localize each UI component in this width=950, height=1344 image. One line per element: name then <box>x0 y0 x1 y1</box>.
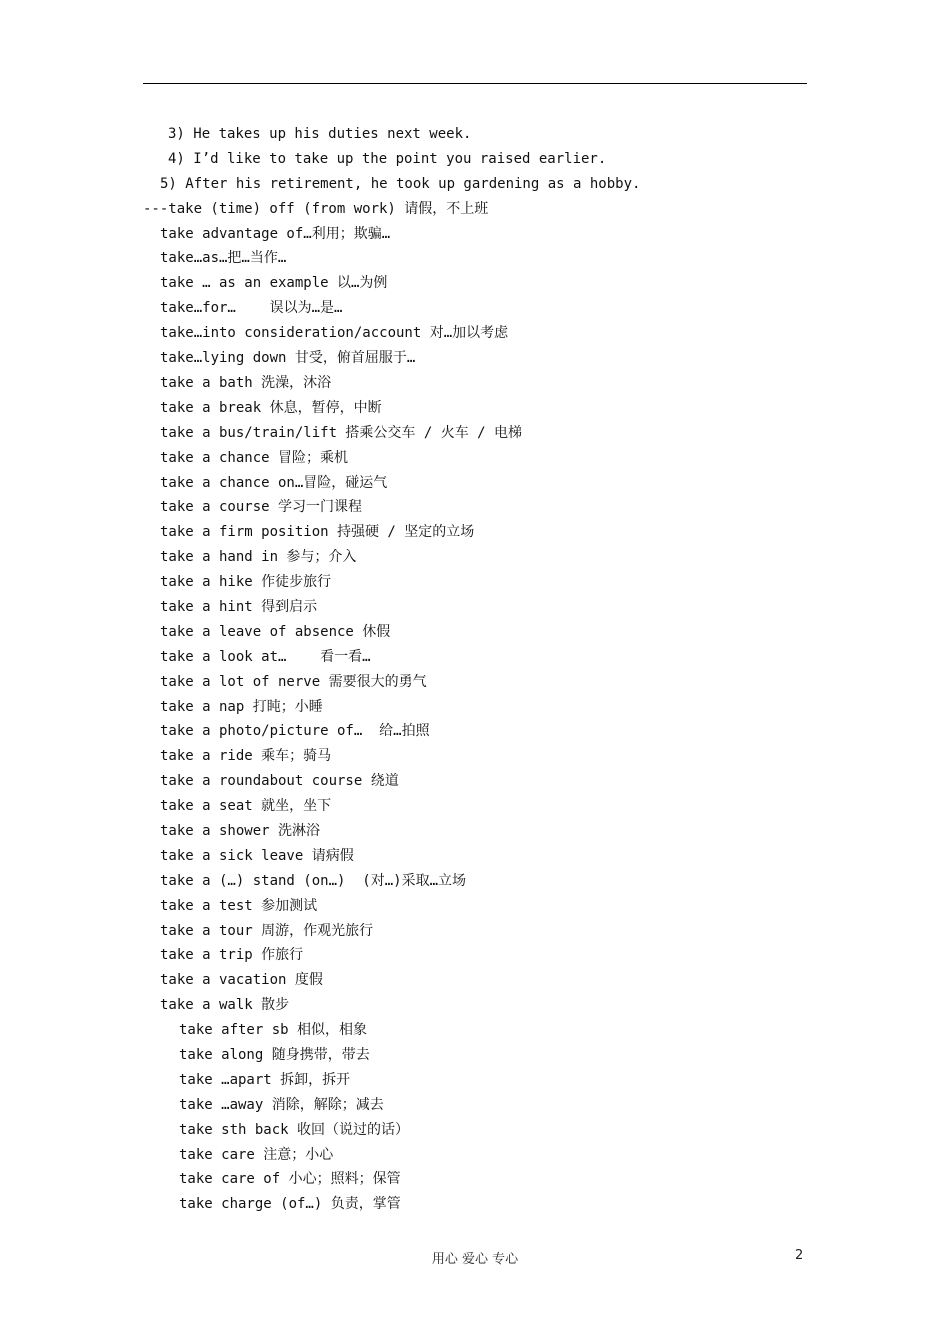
example-sentence-3: 3) He takes up his duties next week. <box>168 126 472 142</box>
phrase-line: take…lying down 甘受，俯首屈服于… <box>160 350 416 366</box>
phrase-line: take a course 学习一门课程 <box>160 499 363 515</box>
phrase-line: take…as…把…当作… <box>160 250 287 266</box>
phrase-line: take charge (of…) 负责，掌管 <box>179 1196 401 1212</box>
phrase-line: take sth back 收回（说过的话） <box>179 1122 410 1138</box>
phrase-line: take a seat 就坐，坐下 <box>160 798 332 814</box>
phrase-line: take a vacation 度假 <box>160 972 323 988</box>
phrase-line: take a bath 洗澡，沐浴 <box>160 375 332 391</box>
phrase-line: take…into consideration/account 对…加以考虑 <box>160 325 509 341</box>
phrase-line: take along 随身携带，带去 <box>179 1047 370 1063</box>
phrase-line: take a shower 洗淋浴 <box>160 823 321 839</box>
phrase-line: take a break 休息，暂停，中断 <box>160 400 382 416</box>
phrase-line: take a look at… 看一看… <box>160 649 371 665</box>
header-rule <box>143 83 807 84</box>
phrase-line: take …away 消除，解除；减去 <box>179 1097 384 1113</box>
phrase-line: take …apart 拆卸，拆开 <box>179 1072 351 1088</box>
phrase-line: take after sb 相似，相象 <box>179 1022 368 1038</box>
example-sentence-4: 4) I’d like to take up the point you raised earlier. <box>168 151 607 167</box>
phrase-line: take care of 小心；照料；保管 <box>179 1171 401 1187</box>
phrase-line: take a chance on…冒险，碰运气 <box>160 475 388 491</box>
phrase-line: take a lot of nerve 需要很大的勇气 <box>160 674 427 690</box>
page-number: 2 <box>795 1248 804 1263</box>
phrase-line: take care 注意；小心 <box>179 1147 334 1163</box>
phrase-line: take a ride 乘车；骑马 <box>160 748 332 764</box>
example-sentence-5: 5) After his retirement, he took up gardening as a hobby. <box>160 176 641 192</box>
phrase-line: take a test 参加测试 <box>160 898 318 914</box>
phrase-line: take a hint 得到启示 <box>160 599 318 615</box>
phrase-line: take a walk 散步 <box>160 997 290 1013</box>
phrase-line: take a nap 打盹；小睡 <box>160 699 323 715</box>
phrase-line: take … as an example 以…为例 <box>160 275 388 291</box>
phrase-line: take a leave of absence 休假 <box>160 624 391 640</box>
phrase-line: take a trip 作旅行 <box>160 947 304 963</box>
phrase-line: take a hike 作徒步旅行 <box>160 574 332 590</box>
phrase-line: take a tour 周游，作观光旅行 <box>160 923 374 939</box>
phrase-line: take a (…) stand (on…) (对…)采取…立场 <box>160 873 467 889</box>
phrase-line: take a photo/picture of… 给…拍照 <box>160 723 430 739</box>
phrase-line: take a firm position 持强硬 / 坚定的立场 <box>160 524 475 540</box>
phrase-take-time-off: ---take (time) off (from work) 请假，不上班 <box>143 201 489 217</box>
phrase-line: take a roundabout course 绕道 <box>160 773 399 789</box>
phrase-line: take a bus/train/lift 搭乘公交车 / 火车 / 电梯 <box>160 425 523 441</box>
phrase-line: take a hand in 参与；介入 <box>160 549 357 565</box>
phrase-line: take advantage of…利用；欺骗… <box>160 226 391 242</box>
footer-motto: 用心 爱心 专心 <box>431 1252 519 1267</box>
phrase-line: take…for… 误以为…是… <box>160 300 343 316</box>
phrase-line: take a chance 冒险；乘机 <box>160 450 349 466</box>
phrase-line: take a sick leave 请病假 <box>160 848 354 864</box>
